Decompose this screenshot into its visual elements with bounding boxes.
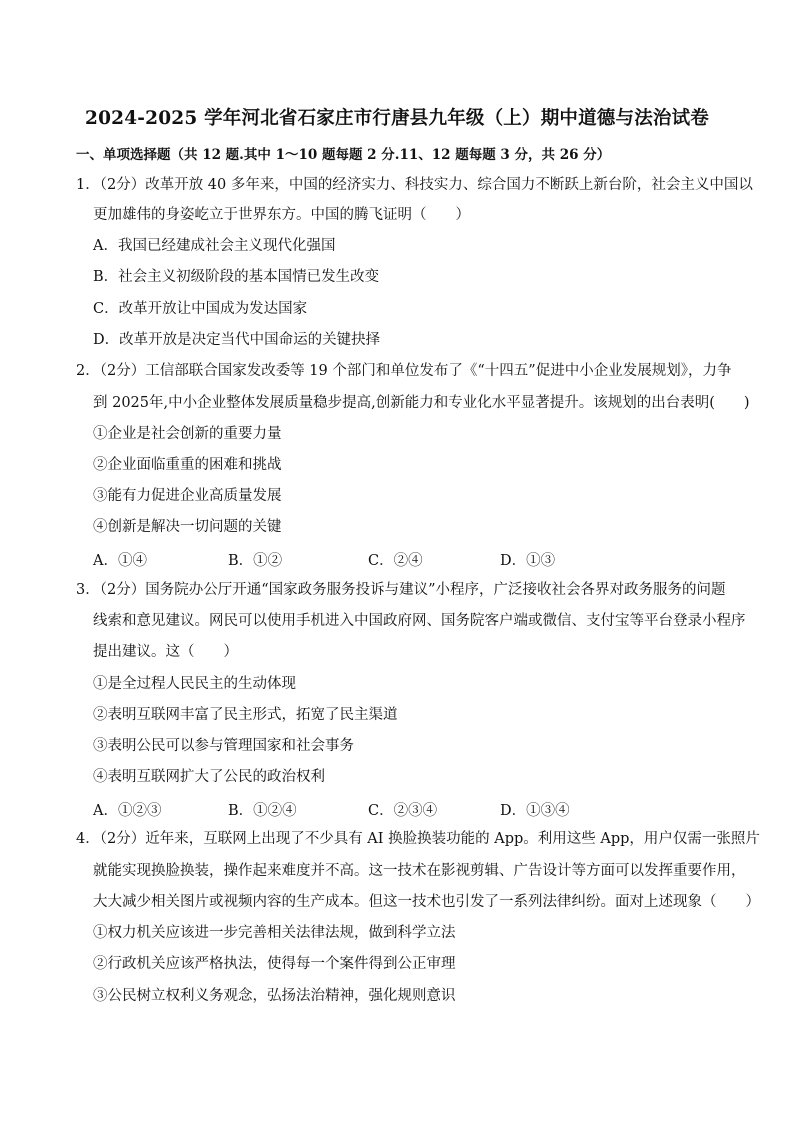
exam-title: 2024-2025 学年河北省石家庄市行唐县九年级（上）期中道德与法治试卷 xyxy=(85,108,709,129)
question-3-choice-b: B．①②④ xyxy=(228,803,297,819)
question-3-choice-c: C．②③④ xyxy=(368,803,438,819)
question-2-choice-a: A．①④ xyxy=(93,553,147,569)
question-3-line-1: 3．（2分）国务院办公厅开通“国家政务服务投诉与建议”小程序，广泛接收社会各界对政务服务的问题 xyxy=(76,582,726,598)
question-2-item-1: ①企业是社会创新的重要力量 xyxy=(93,426,282,442)
question-3-item-3: ③表明公民可以参与管理国家和社会事务 xyxy=(93,738,354,754)
question-1-line-1: 1．（2分）改革开放 40 多年来，中国的经济实力、科技实力、综合国力不断跃上新台阶，社会主义中国以 xyxy=(76,177,753,193)
question-4-item-2: ②行政机关应该严格执法，使得每一个案件得到公正审理 xyxy=(93,956,456,972)
question-4-line-2: 就能实现换脸换装，操作起来难度并不高。这一技术在影视剪辑、广告设计等方面可以发挥重要作用， xyxy=(93,863,746,879)
question-3-line-3: 提出建议。这（ ） xyxy=(93,644,238,660)
question-3-choice-d: D．①③④ xyxy=(500,803,570,819)
question-3-item-4: ④表明互联网扩大了公民的政治权利 xyxy=(93,769,325,785)
question-2-item-4: ④创新是解决一切问题的关键 xyxy=(93,519,282,535)
question-2-choice-b: B．①② xyxy=(228,553,283,569)
question-3-choice-a: A．①②③ xyxy=(93,803,162,819)
question-2-item-2: ②企业面临重重的困难和挑战 xyxy=(93,457,282,473)
question-1-option-d: D．改革开放是决定当代中国命运的关键抉择 xyxy=(93,332,381,348)
question-3-item-2: ②表明互联网丰富了民主形式，拓宽了民主渠道 xyxy=(93,707,398,723)
question-4-item-3: ③公民树立权利义务观念，弘扬法治精神，强化规则意识 xyxy=(93,988,456,1004)
question-2-choice-d: D．①③ xyxy=(500,553,556,569)
question-2-item-3: ③能有力促进企业高质量发展 xyxy=(93,488,282,504)
question-1-option-a: A．我国已经建成社会主义现代化强国 xyxy=(93,238,336,254)
question-1-line-2: 更加雄伟的身姿屹立于世界东方。中国的腾飞证明（ ） xyxy=(93,207,470,223)
question-1-option-c: C．改革开放让中国成为发达国家 xyxy=(93,301,308,317)
question-2-line-1: 2．（2分）工信部联合国家发改委等 19 个部门和单位发布了《“十四五”促进中小企业发展规划》，力争 xyxy=(76,363,732,379)
question-2-choice-c: C．②④ xyxy=(368,553,423,569)
question-4-line-3: 大大减少相关图片或视频内容的生产成本。但这一技术也引发了一系列法律纠纷。面对上述现象（ ） xyxy=(93,894,760,910)
question-3-line-2: 线索和意见建议。网民可以使用手机进入中国政府网、国务院客户端或微信、支付宝等平台登录小程序 xyxy=(93,613,746,629)
question-1-option-b: B．社会主义初级阶段的基本国情已发生改变 xyxy=(93,269,380,285)
question-3-item-1: ①是全过程人民民主的生动体现 xyxy=(93,676,296,692)
question-4-line-1: 4．（2分）近年来，互联网上出现了不少具有 AI 换脸换装功能的 App。利用这些 App，用户仅需一张照片 xyxy=(76,831,760,847)
question-2-line-2: 到 2025年,中小企业整体发展质量稳步提高,创新能力和专业化水平显著提升。该规划的出台表明( ) xyxy=(93,395,750,411)
section-heading: 一、单项选择题（共 12 题.其中 1～10 题每题 2 分.11、12 题每题 3 分，共 26 分） xyxy=(76,147,611,163)
question-4-item-1: ①权力机关应该进一步完善相关法律法规，做到科学立法 xyxy=(93,925,456,941)
